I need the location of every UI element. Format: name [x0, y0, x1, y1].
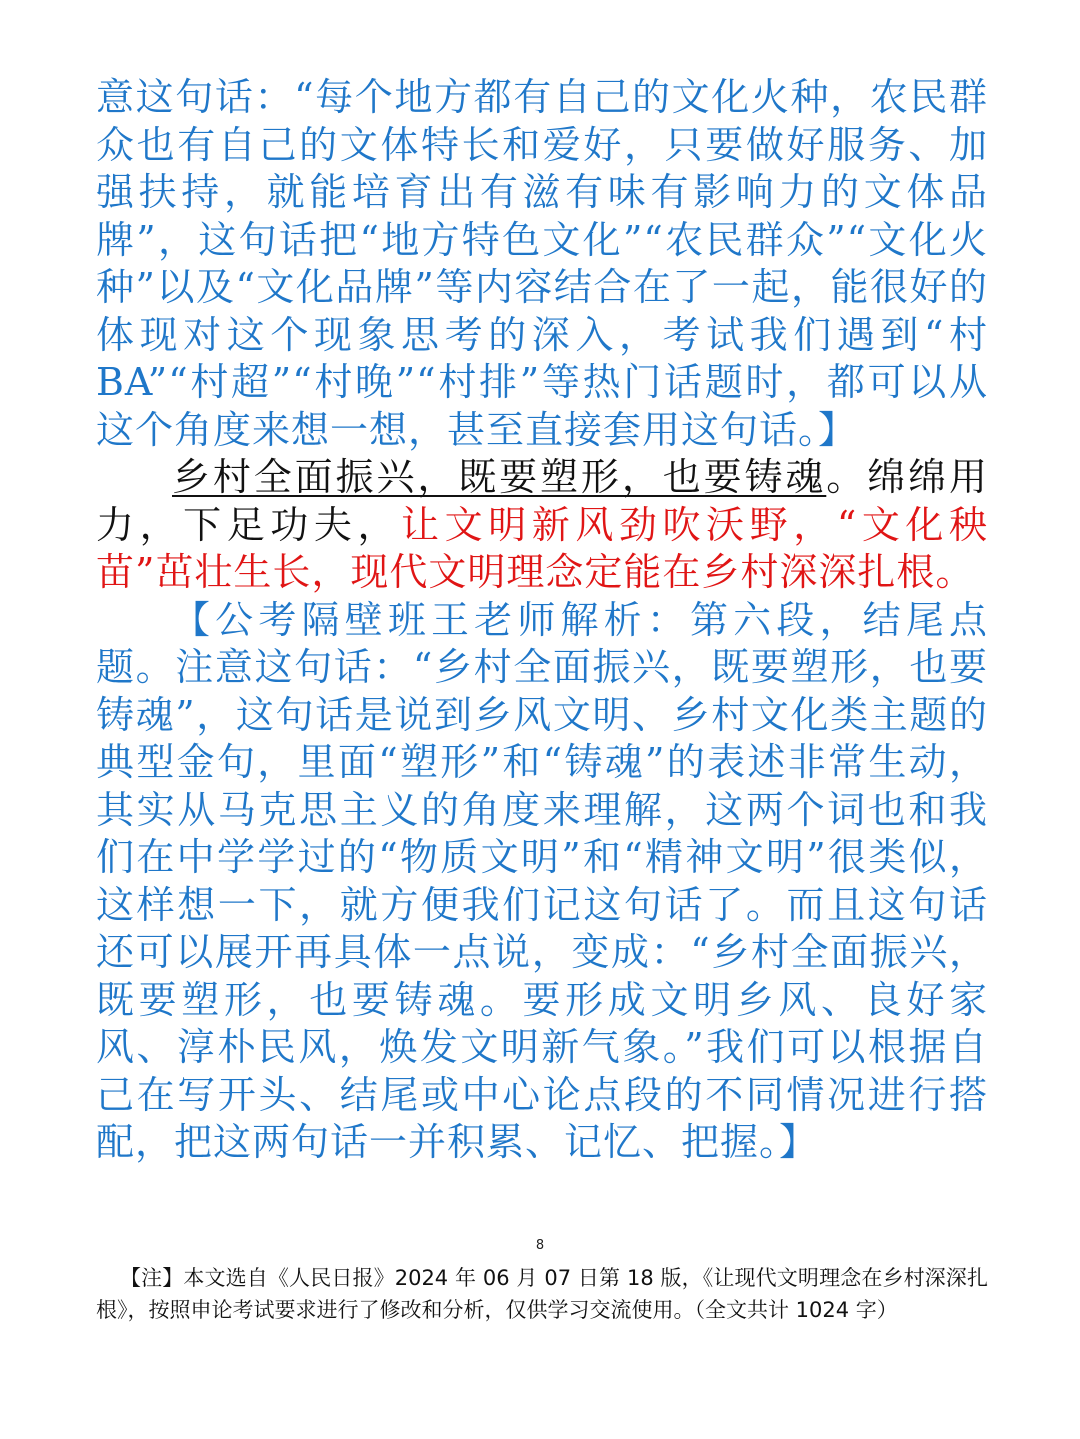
article-body: [96, 74, 988, 1167]
page-number: 8: [535, 1238, 545, 1253]
analysis-paragraph-six: 【公考隔壁班王老师解析：第六段，结尾点题。注意这句话：“乡村全面振兴，既要塑形，也要铸魂”，这句话是说到乡风文明、乡村文化类主题的典型金句，里面“塑形”和“铸魂”的表述非常生动，其实从马克思主义的角度来理解，这两个词也和我们在中学学过的“物质文明”和“精神文明”很类似，这样想一下，就方便我们记这句话了。而且这句话还可以展开再具体一点说，变成：“乡村全面振兴，既要塑形，也要铸魂。要形成文明乡风、良好家风、淳朴民风，焕发文明新气象。”我们可以根据自己在写开头、结尾或中心论点段的不同情况进行搭配，把这两句话一并积累、记忆、把握。】: [96, 597, 988, 1164]
analysis-paragraph-continued: 意这句话：“每个地方都有自己的文化火种，农民群众也有自己的文体特长和爱好，只要做好服务、加强扶持，就能培育出有滋有味有影响力的文体品牌”，这句话把“地方特色文化”“农民群众”“文化火种”以及“文化品牌”等内容结合在了一起，能很好的体现对这个现象思考的深入，考试我们遇到“村 BA”“村超”“村晚”“村排”等热门话题时，都可以从这个角度来想一想，甚至直接套用这句话。】: [96, 75, 988, 452]
article-paragraph-six: [96, 454, 988, 597]
footnote: 【注】本文选自《人民日报》2024 年 06 月 07 日第 18 版，《让现代文明理念在乡村深深扎根》，按照申论考试要求进行了修改和分析，仅供学习交流使用。（全文共计 1024 字）: [96, 1266, 988, 1322]
underlined-key-sentence: 乡村全面振兴，既要塑形，也要铸魂: [172, 455, 827, 499]
highlighted-text: 让文明新风劲吹沃野，“文化秧苗”茁壮生长，现代文明理念定能在乡村深深扎根。: [96, 502, 988, 594]
body-text: 。绵绵用力，下足功夫，: [96, 455, 988, 547]
